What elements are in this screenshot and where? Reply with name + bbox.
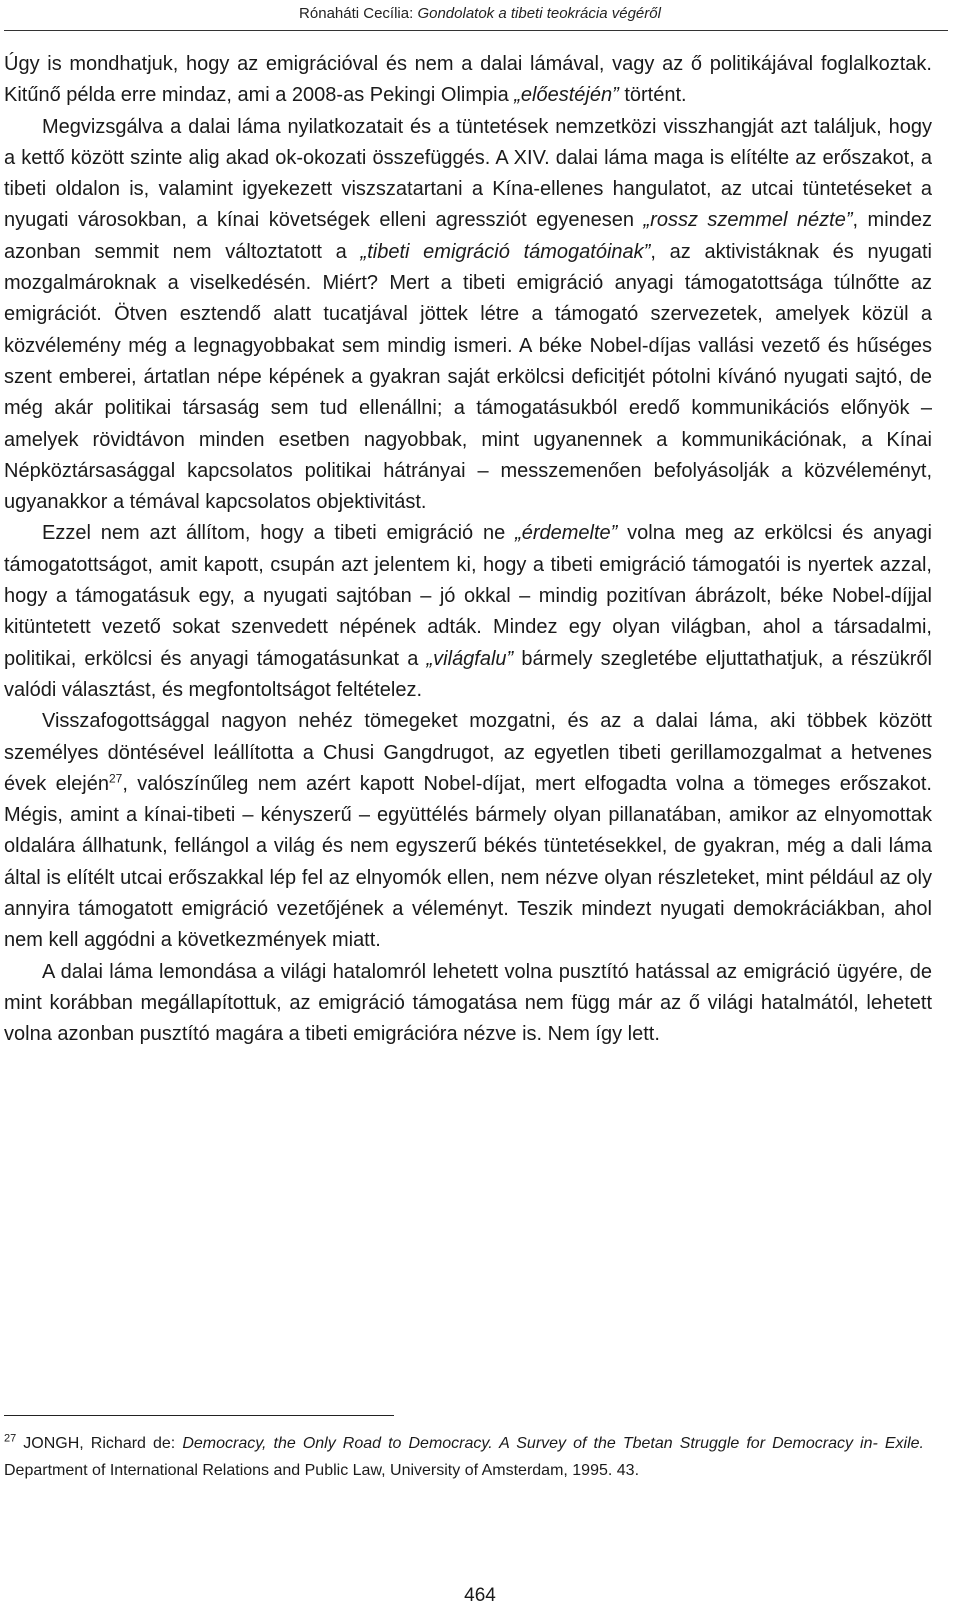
p2-emphasis-2: „tibeti emigráció támogatóinak” (360, 240, 651, 263)
p3-emphasis-1: „érdemelte” (515, 522, 618, 545)
paragraph-4 (4, 706, 932, 956)
p3-emphasis-2: „világfalu” (426, 647, 514, 670)
p1-text-1: Úgy is mondhatjuk, hogy az emigrációval és nem a dalai lámával, vagy az ő politikájával foglalkoztak. Kitűnő példa erre mindaz, ami a 2008-as Pekingi Olimpia (4, 53, 932, 107)
paragraph-1 (4, 49, 932, 112)
p4-text-1: Visszafogottsággal nagyon nehéz tömegeket mozgatni, és az a dalai láma, aki többek között személyes döntésével leállította a Chusi Gangdrugot, az egyetlen tibeti gerillamozgalmat a hetvenes évek elején (4, 710, 932, 795)
paragraph-2 (4, 112, 932, 519)
p2-text-1: Megvizsgálva a dalai láma nyilatkozatait és a tüntetések nemzetközi visszhangját azt találjuk, hogy a kettő között szinte alig akad ok-okozati összefüggés. A XIV. dalai láma maga is elítélte az erőszakot, a tibeti oldalon is, valamint igyekezett viszszatartani a Kína-ellenes hangulatot, az utcai tüntetéseket a nyugati városokban, a kínai követségek elleni agressziót egyenesen (4, 115, 932, 232)
footnote-number: 27 (4, 1432, 17, 1445)
footnote (4, 1430, 924, 1484)
footnote-text-1: JONGH, Richard de: (16, 1435, 183, 1452)
footnote-title: Democracy, the Only Road to Democracy. A Survey of the Tbetan Struggle for Democracy in- Exile. (182, 1435, 925, 1452)
p2-text-3: , az aktivistáknak és nyugati mozgalmároknak a viselkedésén. Miért? Mert a tibeti emigráció anyagi támogatottsága túlnőtte az emigrációt. Ötven esztendő alatt tucatjával jöttek létre a támogató szervezetek, amelyek közül a közvélemény még a legnagyobbakat sem mindig ismeri. A béke Nobel-díjas vallási vezető és hűséges szent emberei, ártatlan népe képének a gyakran saját erkölcsi deficitjét pótolni kívánó nyugati sajtó, de még akár politikai társaság sem tud ellenállni; a támogatásukból eredő kommunikációs előnyök – amelyek rövidtávon minden esetben nagyobbak, mint ugyanennek a kommunikációnak, a Kínai Népköztársasággal kapcsolatos politikai hátrányai – messzemenően befolyásolják a közvéleményt, ugyanakkor a témával kapcsolatos objektivitást. (4, 240, 932, 514)
running-header (0, 5, 960, 23)
p3-text-3: bármely szegletébe eljuttathatjuk, a részükről valódi választást, és megfontoltságot feltételez. (4, 647, 932, 701)
body-text (4, 49, 932, 1051)
p3-text-2: volna meg az erkölcsi és anyagi támogatottságot, amit kapott, csupán azt jelentem ki, hogy a tibeti emigráció támogatói is nyertek azzal, hogy a támogatásuk egy, a nyugati sajtóban – jó okkal – mindig pozitívan ábrázolt, béke Nobel-díjjal kitüntetett vezető sokat szenvedett népének adták. Mindez egy olyan világban, ahol a társadalmi, politikai, erkölcsi és anyagi támogatásunkat a (4, 522, 932, 670)
footnote-rule (4, 1415, 394, 1416)
p3-text-1: Ezzel nem azt állítom, hogy a tibeti emigráció ne (42, 522, 516, 545)
header-rule (4, 30, 948, 31)
p1-emphasis-1: „előestéjén” (514, 84, 619, 107)
paragraph-3 (4, 518, 932, 706)
header-author: Rónaháti Cecília: (299, 5, 418, 22)
footnote-text-2: Department of International Relations and Public Law, University of Amsterdam, 1995. 43. (4, 1462, 640, 1479)
p2-text-2: , mindez azonban semmit nem változtatott a (4, 209, 933, 263)
page-number: 464 (464, 1585, 496, 1606)
p1-text-2: történt. (618, 84, 687, 107)
p5-text-1: A dalai láma lemondása a világi hatalomról lehetett volna pusztító hatással az emigráció ügyére, de mint korábban megállapítottuk, az emigráció támogatása nem függ már az ő világi hatalmától, lehetett volna azonban pusztító magára a tibeti emigrációra nézve is. Nem így lett. (4, 960, 932, 1046)
footnote-reference[interactable]: 27 (108, 771, 123, 786)
p4-text-2: , valószínűleg nem azért kapott Nobel-díjat, mert elfogadta volna a tömeges erőszakot. Mégis, amint a kínai-tibeti – kényszerű – együttélés bármely olyan pillanatában, amikor az elnyomottak oldalára állhatunk, fellángol a világ és nem egyszerű békés tüntetésekkel, de gyakran, még a dali láma által is elítélt utcai erőszakkal lép fel az elnyomók ellen, nem nézve olyan részleteket, mint például az oly annyira támogatott emigráció vezetőjének a véleményt. Teszik mindezt nyugati demokráciákban, ahol nem kell aggódni a következmények miatt. (4, 772, 932, 952)
p2-emphasis-1: „rossz szemmel nézte” (643, 209, 853, 232)
paragraph-5 (4, 957, 932, 1051)
header-title: Gondolatok a tibeti teokrácia végéről (417, 5, 661, 22)
